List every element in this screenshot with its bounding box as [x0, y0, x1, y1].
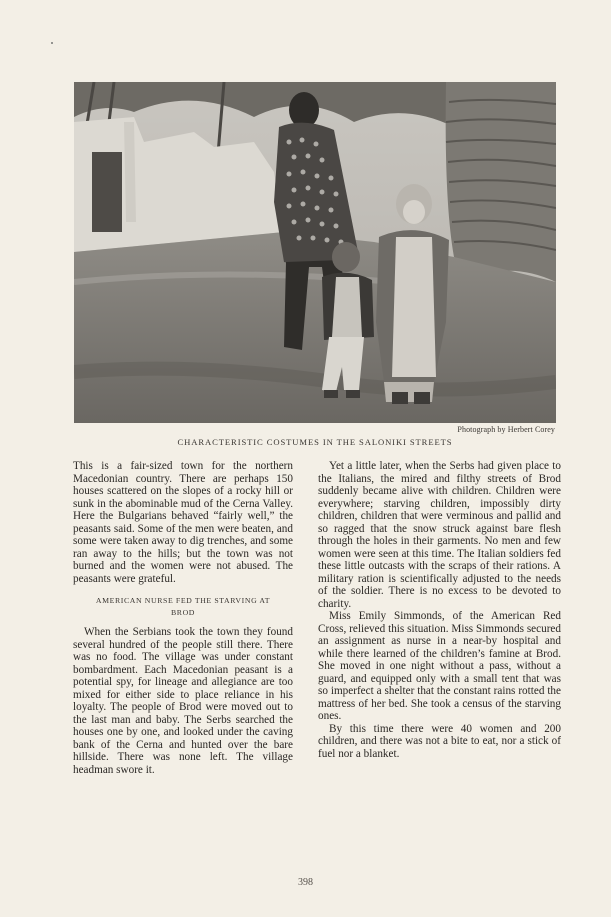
article-column-right	[318, 460, 561, 760]
paragraph: Miss Emily Simmonds, of the American Red Cross, relieved this situation. Miss Simmonds secured an assignment as nurse in a near-by hospital and while there learned of the children’s famine at Brod. She moved in one night without a pass, without a guard, and equipped only with a small tent that was so imperfect a shelter that the constant rains rotted the mattress of her bed. She took a census of the starving ones.	[318, 610, 561, 722]
page-speck	[51, 42, 53, 44]
paragraph: This is a fair-sized town for the northern Macedonian country. There are perhaps 150 houses scattered on the slopes of a rocky hill or sunk in the abominable mud of the Cerna Valley. Here the Bulgarians behaved “fairly well,” the peasants said. Some of the men were beaten, and some were taken away to dig trenches, and some ran away to the hills; but the town was not burned and the women were not abused. The peasants were grateful.	[73, 460, 293, 585]
subheading-line-2: BROD	[170, 608, 196, 617]
photo-credit: Photograph by Herbert Corey	[457, 425, 555, 434]
paragraph: By this time there were 40 women and 200 children, and there was not a bite to eat, nor a stick of fuel nor a blanket.	[318, 722, 561, 760]
paragraph: When the Serbians took the town they found several hundred of the people still there. There was no food. The village was under constant bombardment. Each Macedonian peasant is a potential spy, for lineage and allegiance are too mixed for either side to place reliance in his loyalty. The people of Brod were moved out to the last man and baby. The Serbs searched the houses one by one, and looked under the caving bank of the Cerna and hunted over the bare hillside. There was none left. The village headman swore it.	[73, 626, 293, 776]
article-column-left	[73, 460, 293, 776]
section-subheading	[73, 595, 293, 619]
subheading-line-1: AMERICAN NURSE FED THE STARVING AT	[95, 596, 271, 605]
photograph	[74, 82, 556, 423]
paragraph: Yet a little later, when the Serbs had given place to the Italians, the mired and filthy streets of Brod suddenly became alive with children. Children were everywhere; starving children, impossibly dirty children, children that were verminous and pallid and so ragged that the snow struck against bare flesh through the holes in their garments. No men and few women were seen at this time. The Italian soldiers fed these little outcasts with the scraps of their rations. A military ration is scientifically adjusted to the needs of the soldier. There is no excess to be devoted to charity.	[318, 460, 561, 610]
photo-caption: CHARACTERISTIC COSTUMES IN THE SALONIKI STREETS	[177, 437, 453, 447]
page-number: 398	[298, 877, 313, 888]
photograph-image	[74, 82, 556, 423]
